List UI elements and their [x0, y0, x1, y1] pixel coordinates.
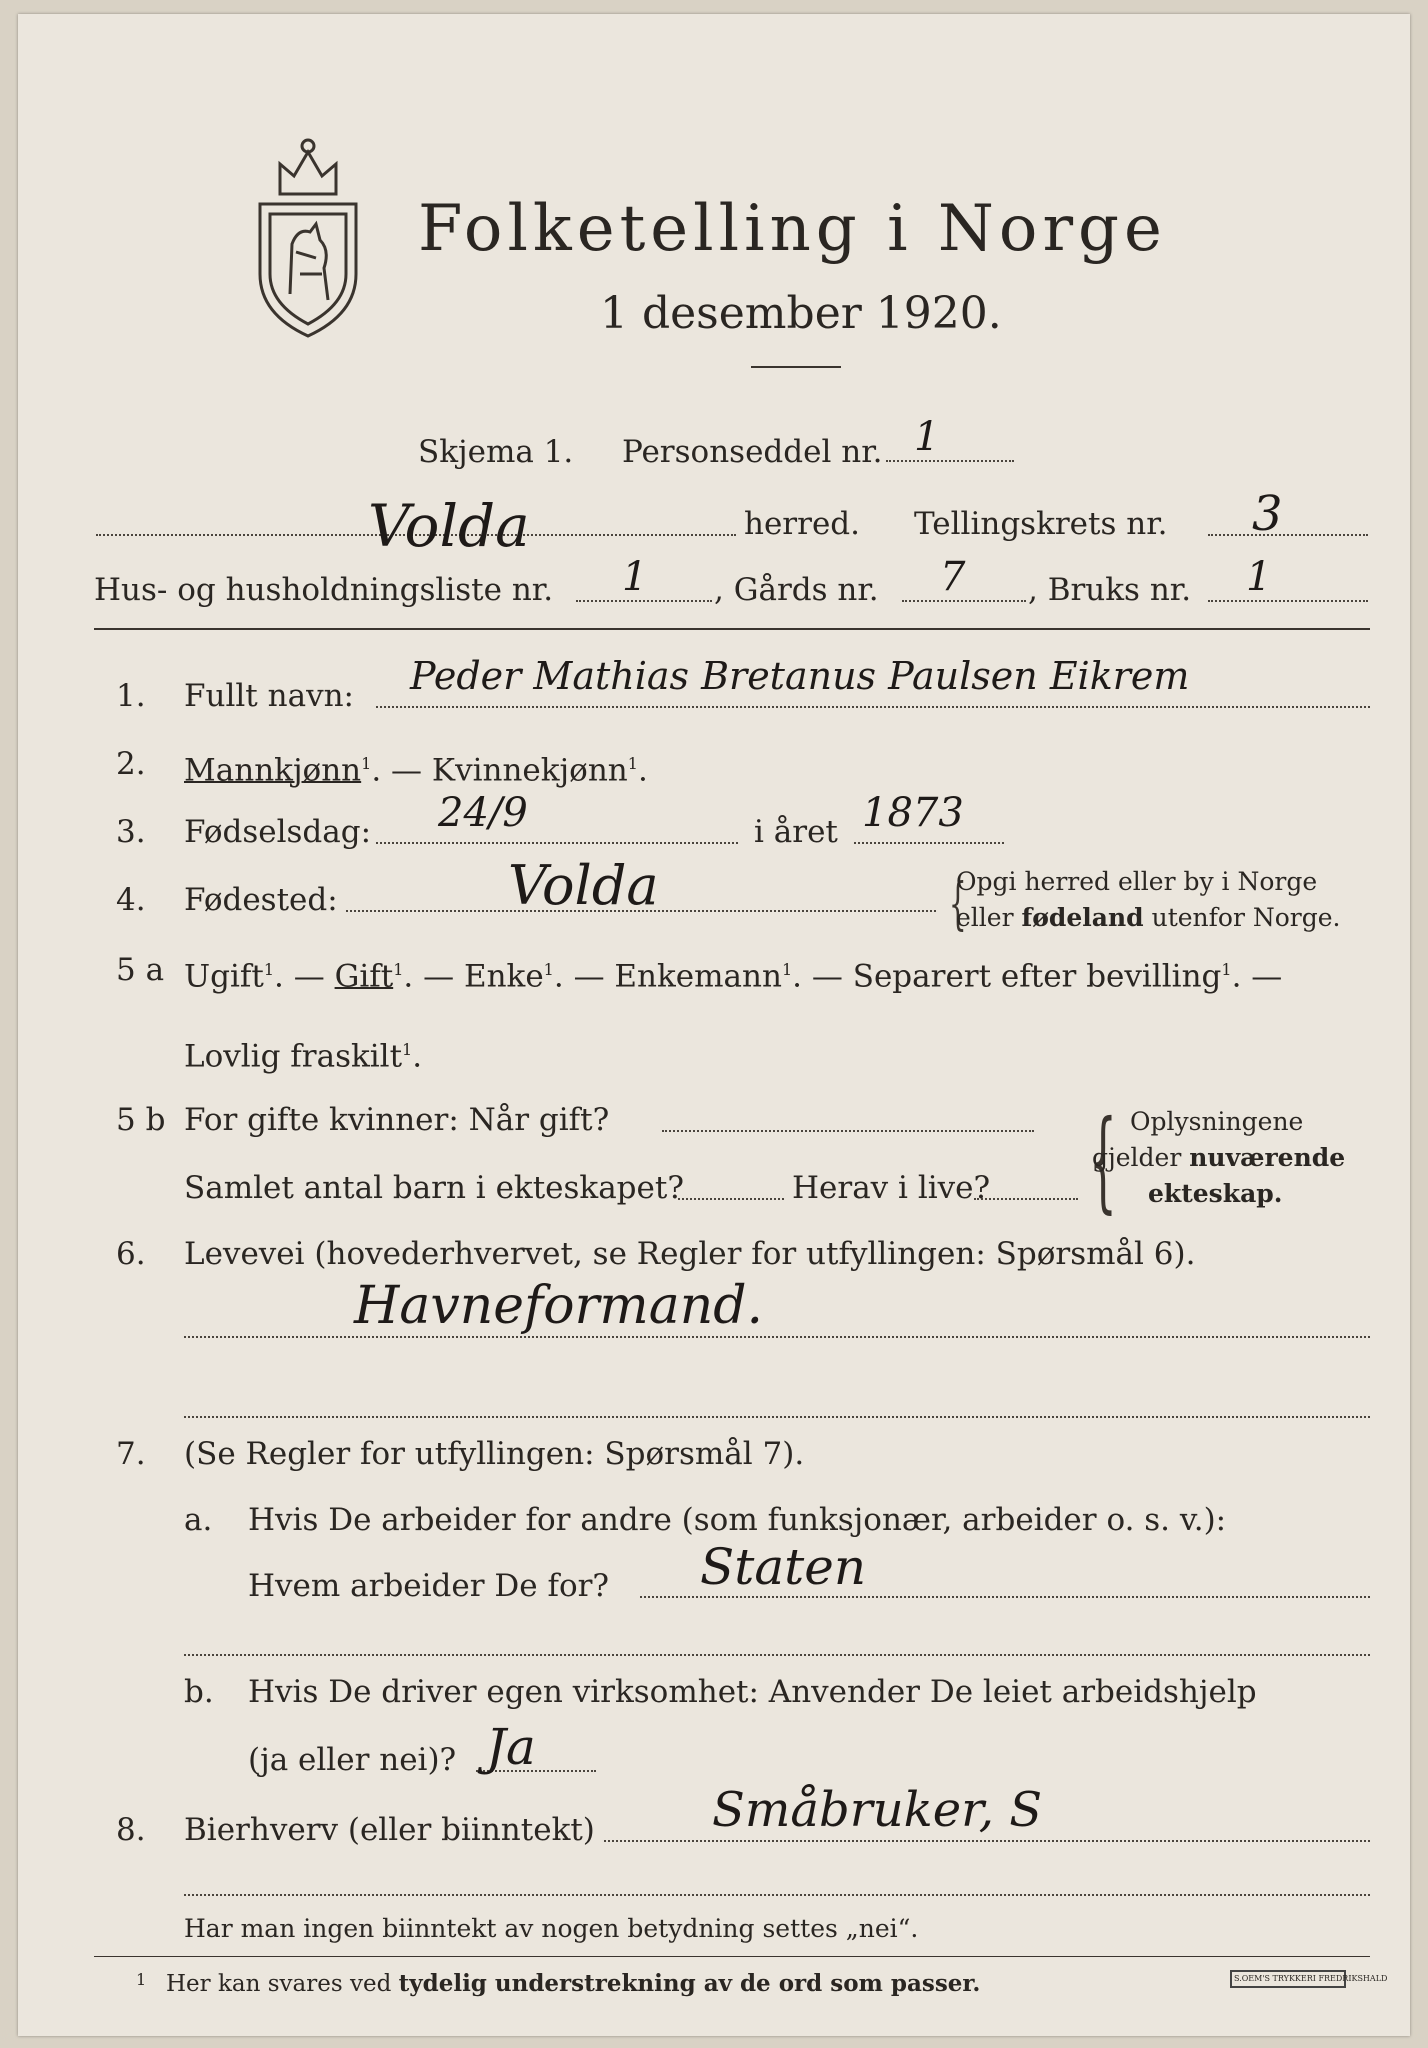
q5a-ugift-option[interactable]: Ugift	[184, 958, 264, 995]
q5a-number: 5 a	[116, 952, 165, 988]
q7b-label1: Hvis De driver egen virksomhet: Anvender De leiet arbeidshjelp	[248, 1674, 1257, 1710]
title-divider	[751, 366, 841, 368]
q5b-note3: ekteskap.	[1148, 1179, 1283, 1208]
q5b-label3: Herav i live?	[792, 1170, 991, 1206]
q7b-number: b.	[184, 1674, 214, 1710]
form-date: 1 desember 1920.	[600, 288, 1002, 339]
husliste-label: Hus- og husholdningsliste nr.	[94, 572, 554, 608]
gards-label: , Gårds nr.	[714, 572, 879, 608]
q5a-gift-option[interactable]: Gift	[334, 958, 394, 995]
q5a-enkemann-option[interactable]: Enkemann	[614, 958, 782, 995]
q5b-number: 5 b	[116, 1102, 166, 1138]
q5a-lovlig-option[interactable]: Lovlig fraskilt$^1$.	[184, 1038, 423, 1075]
form-title: Folketelling i Norge	[418, 192, 1167, 266]
footnote-text: Her kan svares ved tydelig understrekning av de ord som passer.	[166, 1970, 981, 1997]
norway-coat-of-arms-icon	[250, 124, 366, 344]
herred-value[interactable]: Volda	[368, 492, 530, 560]
personseddel-value[interactable]: 1	[914, 414, 940, 460]
footer-note: Har man ingen biinntekt av nogen betydning settes „nei“.	[184, 1914, 919, 1943]
gards-value[interactable]: 7	[940, 554, 966, 600]
q8-label: Bierhverv (eller biinntekt)	[184, 1812, 595, 1848]
q4-birthplace-value[interactable]: Volda	[508, 854, 659, 917]
q7a-employer-value[interactable]: Staten	[700, 1538, 867, 1596]
bruks-value[interactable]: 1	[1246, 554, 1272, 600]
footer-divider	[94, 1956, 1370, 1957]
q5a-separert-option[interactable]: Separert efter bevilling	[852, 958, 1222, 995]
q4-note-line1: Opgi herred eller by i Norge	[956, 867, 1318, 896]
q5b-note1: Oplysningene	[1130, 1107, 1304, 1136]
q6-number: 6.	[116, 1236, 146, 1272]
q5b-label2: Samlet antal barn i ekteskapet?	[184, 1170, 684, 1206]
q2-sex-options: Mannkjønn$^1$. — Kvinnekjønn$^1$.	[184, 752, 648, 789]
q5b-note2: gjelder nuværende	[1092, 1143, 1346, 1172]
printer-stamp: S.OEM'S TRYKKERI FREDRIKSHALD	[1230, 1970, 1346, 1988]
footnote-mark: 1	[136, 1970, 147, 1989]
personseddel-label: Personseddel nr.	[622, 434, 883, 470]
q7b-hired-help-value[interactable]: Ja	[486, 1718, 536, 1776]
q3-label: Fødselsdag:	[184, 814, 372, 850]
q5a-enke-option[interactable]: Enke	[463, 958, 544, 995]
q3-birthday-value[interactable]: 24/9	[438, 790, 528, 836]
q2-male-option[interactable]: Mannkjønn	[184, 752, 362, 789]
q1-full-name-value[interactable]: Peder Mathias Bretanus Paulsen Eikrem	[410, 654, 1190, 698]
q3-number: 3.	[116, 814, 146, 850]
census-form-page: Folketelling i Norge 1 desember 1920. Skjema 1. Personseddel nr. 1 Volda herred. Tellingskrets nr. 3 Hus- og husholdningsliste nr. 1 , Gårds nr. 7 , Bruks nr. 1 1. Fullt navn: Peder Mathias Bretanus Paulsen Eikrem 2. Mannkjønn$^1$. — Kvinnekjønn$^1$. 3. Fødselsdag: 24/9 i året 1873 4. Fødested: Volda { Opgi herred eller by i Norge eller fødeland utenfor Norge. 5 a Ugift$^1$. — Gift$^1$. — Enke$^1$. — Enkemann$^1$. — Separert efter bevilling$^1$. — Lovlig fraskilt$^1$. 5 b For gifte kvinner: Når gift? Samlet antal barn i ekteskapet? Herav i live? { Oplysningene gjelder nuværende ekteskap. 6. Levevei (hovederhvervet, se Regler for utfyllingen: Spørsmål 6). Havneformand. 7. (Se Regler for utfyllingen: Spørsmål 7). a. Hvis De arbeider for andre (som funksjonær, arbeider o. s. v.): Hvem arbeider De for? Staten b. Hvis De driver egen virksomhet: Anvender De leiet arbeidshjelp (ja eller nei)? Ja 8. Bierhverv (eller biinntekt) Småbruker, S Har man ingen biinntekt av nogen betydning settes „nei“. 1 Her kan svares ved tydelig understrekning av de ord som passer. S.OEM'S TRYKKERI FREDRIKSHALD	[18, 14, 1410, 2036]
q7a-label2: Hvem arbeider De for?	[248, 1568, 610, 1604]
q4-label: Fødested:	[184, 882, 338, 918]
q8-side-income-value[interactable]: Småbruker, S	[712, 1782, 1043, 1838]
q3-year-label: i året	[754, 814, 838, 850]
q4-number: 4.	[116, 882, 146, 918]
q8-number: 8.	[116, 1812, 146, 1848]
q4-note-line2: eller fødeland utenfor Norge.	[956, 903, 1341, 932]
header-divider	[94, 628, 1370, 630]
q7a-number: a.	[184, 1502, 213, 1538]
skjema-label: Skjema 1.	[418, 434, 574, 470]
q3-year-value[interactable]: 1873	[862, 790, 964, 836]
tellingskrets-value[interactable]: 3	[1252, 486, 1283, 542]
q7b-label2: (ja eller nei)?	[248, 1742, 457, 1778]
husliste-value[interactable]: 1	[622, 554, 648, 600]
bruks-label: , Bruks nr.	[1028, 572, 1192, 608]
tellingskrets-label: Tellingskrets nr.	[914, 506, 1168, 542]
q6-label: Levevei (hovederhvervet, se Regler for utfyllingen: Spørsmål 6).	[184, 1236, 1196, 1272]
herred-label: herred.	[744, 506, 860, 542]
q1-number: 1.	[116, 678, 146, 714]
q6-occupation-value[interactable]: Havneformand.	[354, 1276, 764, 1336]
q7a-label1: Hvis De arbeider for andre (som funksjonær, arbeider o. s. v.):	[248, 1502, 1227, 1538]
q2-number: 2.	[116, 746, 146, 782]
q1-label: Fullt navn:	[184, 678, 354, 714]
q5a-marital-options: Ugift$^1$. — Gift$^1$. — Enke$^1$. — Enkemann$^1$. — Separert efter bevilling$^1$. —	[184, 958, 1283, 995]
q2-female-option[interactable]: Kvinnekjønn	[431, 752, 628, 789]
q7-number: 7.	[116, 1436, 146, 1472]
q7-label: (Se Regler for utfyllingen: Spørsmål 7).	[184, 1436, 805, 1472]
q5b-label1: For gifte kvinner: Når gift?	[184, 1102, 610, 1138]
